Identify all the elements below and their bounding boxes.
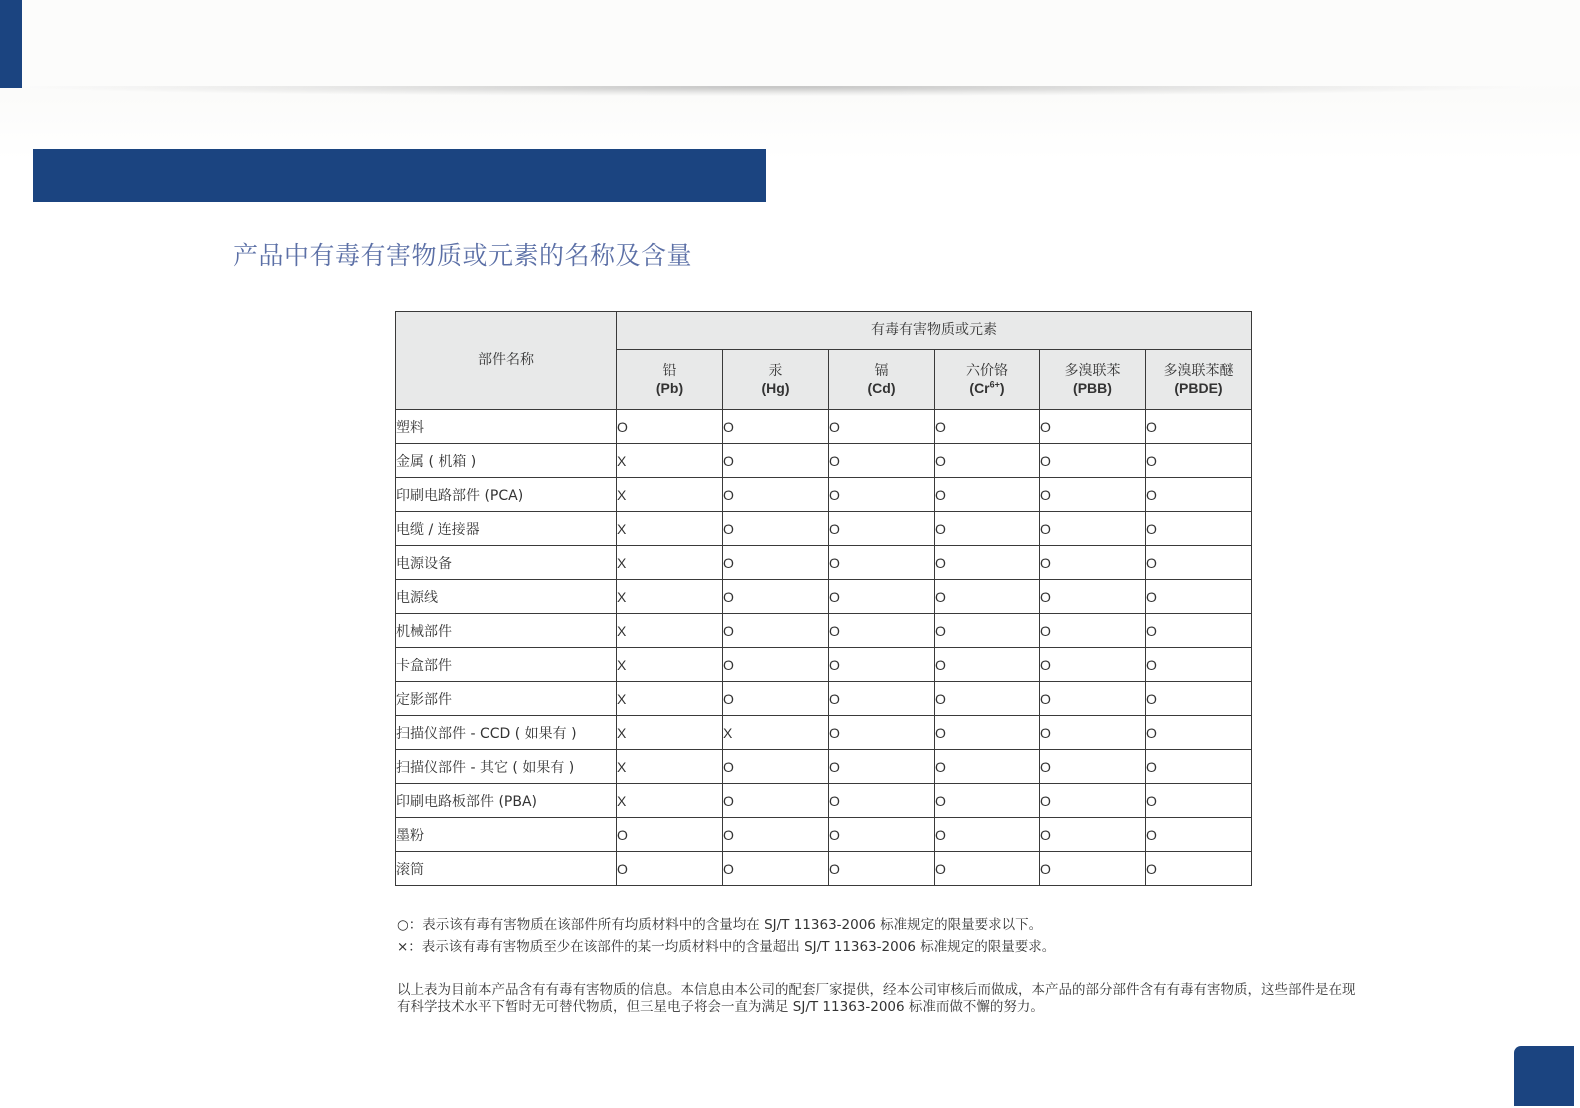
substance-mark-cell: O: [1146, 750, 1252, 784]
hazardous-substances-table: [395, 311, 1252, 886]
substance-mark-cell: O: [935, 648, 1040, 682]
column-header-lead: [617, 350, 723, 410]
part-name-cell: 扫描仪部件 - CCD ( 如果有 ): [396, 716, 617, 750]
legend-notes: [397, 914, 1055, 958]
substance-mark-cell: X: [723, 716, 829, 750]
substance-mark-cell: O: [723, 512, 829, 546]
substance-mark-cell: O: [1146, 546, 1252, 580]
substance-mark-cell: O: [723, 682, 829, 716]
part-name-cell: 机械部件: [396, 614, 617, 648]
substance-mark-cell: O: [1040, 478, 1146, 512]
substance-mark-cell: O: [1146, 648, 1252, 682]
substance-mark-cell: O: [723, 648, 829, 682]
substance-mark-cell: O: [723, 410, 829, 444]
column-name: 汞: [768, 362, 783, 379]
substance-mark-cell: O: [829, 546, 935, 580]
table-row: [396, 682, 1252, 716]
substance-mark-cell: O: [935, 750, 1040, 784]
substance-mark-cell: X: [617, 614, 723, 648]
substance-mark-cell: O: [723, 784, 829, 818]
substance-mark-cell: O: [723, 580, 829, 614]
column-header-pbde: [1146, 350, 1252, 410]
section-title-bar: [33, 149, 766, 202]
x-mark-note: ×：表示该有毒有害物质至少在该部件的某一均质材料中的含量超出 SJ/T 11363-2006 标准规定的限量要求。: [397, 939, 1056, 955]
substance-mark-cell: O: [723, 852, 829, 886]
table-row: [396, 750, 1252, 784]
part-name-cell: 卡盒部件: [396, 648, 617, 682]
substance-mark-cell: O: [723, 614, 829, 648]
column-name: 多溴联苯醚: [1163, 362, 1234, 379]
substance-mark-cell: O: [935, 580, 1040, 614]
substance-mark-cell: O: [829, 750, 935, 784]
part-name-cell: 金属 ( 机箱 ): [396, 444, 617, 478]
table-header-row: [396, 312, 1252, 350]
substance-mark-cell: O: [723, 444, 829, 478]
substance-mark-cell: O: [1146, 580, 1252, 614]
column-header-cadmium: [829, 350, 935, 410]
substance-mark-cell: X: [617, 546, 723, 580]
page-number-tab: [1514, 1046, 1574, 1106]
substance-mark-cell: X: [617, 478, 723, 512]
substance-mark-cell: O: [1040, 784, 1146, 818]
substance-mark-cell: X: [617, 648, 723, 682]
substance-mark-cell: O: [829, 580, 935, 614]
column-header-pbb: [1040, 350, 1146, 410]
substance-mark-cell: O: [829, 852, 935, 886]
substance-mark-cell: O: [829, 478, 935, 512]
substance-mark-cell: O: [935, 478, 1040, 512]
substance-mark-cell: X: [617, 682, 723, 716]
substance-mark-cell: O: [829, 648, 935, 682]
substance-mark-cell: O: [1146, 478, 1252, 512]
substance-mark-cell: O: [617, 410, 723, 444]
table-row: [396, 546, 1252, 580]
substance-mark-cell: O: [829, 716, 935, 750]
table-row: [396, 818, 1252, 852]
substance-mark-cell: O: [935, 512, 1040, 546]
table-row: [396, 444, 1252, 478]
substance-mark-cell: O: [1146, 682, 1252, 716]
table-row: [396, 614, 1252, 648]
table-row: [396, 852, 1252, 886]
substance-group-header: 有毒有害物质或元素: [617, 312, 1252, 350]
column-name: 铅: [662, 362, 677, 379]
part-name-cell: 滚筒: [396, 852, 617, 886]
substance-mark-cell: O: [1040, 852, 1146, 886]
substance-mark-cell: O: [723, 478, 829, 512]
substance-mark-cell: O: [1040, 614, 1146, 648]
column-name: 六价铬: [966, 362, 1008, 379]
part-name-cell: 电源设备: [396, 546, 617, 580]
column-symbol: (PBDE): [1174, 379, 1223, 396]
substance-mark-cell: O: [829, 682, 935, 716]
substance-mark-cell: O: [1040, 546, 1146, 580]
substance-mark-cell: O: [829, 784, 935, 818]
substance-mark-cell: O: [1146, 852, 1252, 886]
substance-mark-cell: X: [617, 512, 723, 546]
table-row: [396, 410, 1252, 444]
substance-mark-cell: O: [829, 512, 935, 546]
table-row: [396, 716, 1252, 750]
column-symbol: (Cd): [867, 379, 896, 396]
substance-mark-cell: O: [1040, 512, 1146, 546]
substance-mark-cell: O: [935, 818, 1040, 852]
substance-mark-cell: O: [1146, 784, 1252, 818]
part-name-cell: 电源线: [396, 580, 617, 614]
part-name-cell: 印刷电路板部件 (PBA): [396, 784, 617, 818]
substance-mark-cell: X: [617, 716, 723, 750]
table-row: [396, 512, 1252, 546]
substance-mark-cell: O: [1146, 818, 1252, 852]
substance-mark-cell: O: [617, 852, 723, 886]
substance-mark-cell: O: [1146, 716, 1252, 750]
part-name-cell: 墨粉: [396, 818, 617, 852]
substance-mark-cell: O: [935, 410, 1040, 444]
substance-mark-cell: O: [829, 818, 935, 852]
substance-mark-cell: O: [1040, 580, 1146, 614]
substance-mark-cell: X: [617, 444, 723, 478]
table-row: [396, 784, 1252, 818]
column-header-mercury: [723, 350, 829, 410]
substance-mark-cell: O: [723, 546, 829, 580]
left-accent-bar: [0, 0, 22, 88]
part-name-cell: 印刷电路部件 (PCA): [396, 478, 617, 512]
substance-mark-cell: O: [1040, 750, 1146, 784]
column-name: 镉: [874, 362, 889, 379]
part-name-cell: 电缆 / 连接器: [396, 512, 617, 546]
substance-mark-cell: O: [935, 682, 1040, 716]
page-title: 产品中有毒有害物质或元素的名称及含量: [233, 241, 693, 270]
substance-mark-cell: X: [617, 750, 723, 784]
substance-mark-cell: O: [1146, 614, 1252, 648]
substance-mark-cell: O: [723, 818, 829, 852]
part-name-cell: 定影部件: [396, 682, 617, 716]
substance-mark-cell: O: [935, 546, 1040, 580]
substance-mark-cell: O: [829, 614, 935, 648]
column-symbol: $(Cr^{6+})$: [969, 378, 1005, 396]
part-name-cell: 扫描仪部件 - 其它 ( 如果有 ): [396, 750, 617, 784]
header-strip: [0, 0, 1580, 86]
substance-mark-cell: O: [1040, 410, 1146, 444]
table-row: [396, 580, 1252, 614]
o-mark-note: ○：表示该有毒有害物质在该部件所有均质材料中的含量均在 SJ/T 11363-2006 标准规定的限量要求以下。: [397, 917, 1043, 933]
substance-mark-cell: O: [935, 716, 1040, 750]
part-name-cell: 塑料: [396, 410, 617, 444]
substance-mark-cell: O: [829, 444, 935, 478]
substance-mark-cell: O: [1040, 444, 1146, 478]
column-symbol: (PBB): [1073, 379, 1112, 396]
substance-mark-cell: O: [1146, 410, 1252, 444]
substance-mark-cell: O: [935, 614, 1040, 648]
column-header-chromium: [935, 350, 1040, 410]
substance-mark-cell: O: [829, 410, 935, 444]
table-row: [396, 648, 1252, 682]
substance-mark-cell: O: [1040, 682, 1146, 716]
substance-mark-cell: O: [1040, 716, 1146, 750]
substance-mark-cell: X: [617, 580, 723, 614]
substance-mark-cell: O: [723, 750, 829, 784]
substance-mark-cell: O: [1040, 648, 1146, 682]
substance-mark-cell: O: [935, 444, 1040, 478]
column-symbol: (Hg): [761, 379, 790, 396]
substance-mark-cell: O: [1040, 818, 1146, 852]
column-name: 多溴联苯: [1064, 362, 1121, 379]
substance-mark-cell: X: [617, 784, 723, 818]
compliance-statement: 以上表为目前本产品含有有毒有害物质的信息。本信息由本公司的配套厂家提供，经本公司审核后而做成，本产品的部分部件含有有毒有害物质，这些部件是在现有科学技术水平下暂时无可替代物质，但三星电子将会一直为满足 SJ/T 11363-2006 标准而做不懈的努力。: [397, 982, 1356, 1015]
part-name-header: 部件名称: [396, 312, 617, 410]
table-row: [396, 478, 1252, 512]
substance-mark-cell: O: [935, 852, 1040, 886]
substance-mark-cell: O: [935, 784, 1040, 818]
substance-mark-cell: O: [1146, 512, 1252, 546]
column-symbol: (Pb): [655, 379, 684, 396]
substance-mark-cell: O: [617, 818, 723, 852]
substance-mark-cell: O: [1146, 444, 1252, 478]
table-body: [396, 410, 1252, 886]
